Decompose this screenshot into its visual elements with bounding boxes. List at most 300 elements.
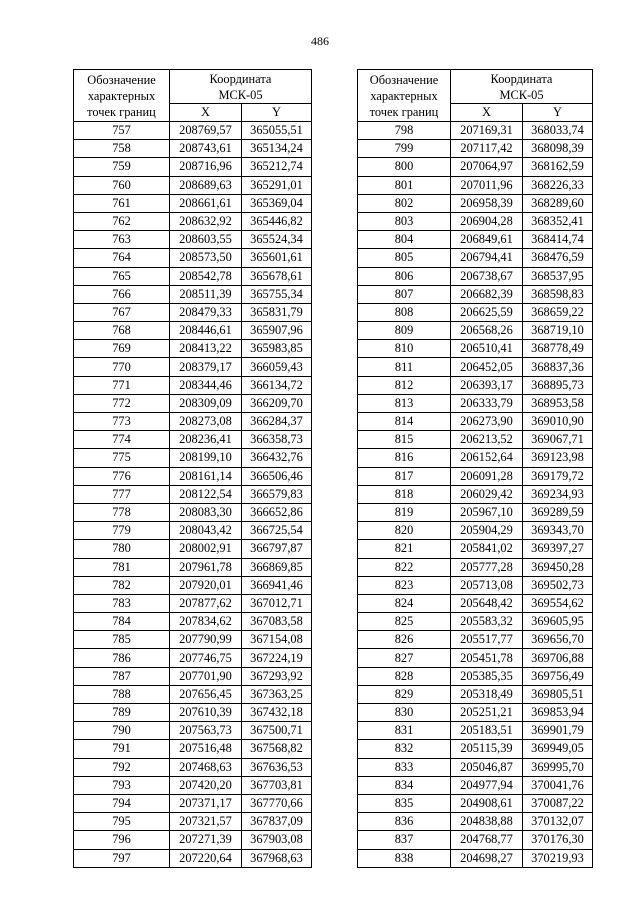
x-coordinate-cell: 206794,41 (451, 249, 523, 267)
y-coordinate-cell: 367703,81 (242, 776, 312, 794)
table-row (74, 122, 312, 140)
point-id-cell: 794 (74, 794, 170, 812)
point-id-cell: 788 (74, 685, 170, 703)
point-id-cell: 828 (358, 667, 451, 685)
point-id-cell: 781 (74, 558, 170, 576)
y-coordinate-cell: 367968,63 (242, 849, 312, 867)
point-id-cell: 835 (358, 794, 451, 812)
y-coordinate-cell: 369605,95 (523, 613, 593, 631)
point-id-cell: 775 (74, 449, 170, 467)
point-id-cell: 805 (358, 249, 451, 267)
y-coordinate-cell: 366284,37 (242, 413, 312, 431)
x-coordinate-cell: 205046,87 (451, 758, 523, 776)
point-id-cell: 779 (74, 522, 170, 540)
y-coordinate-cell: 369502,73 (523, 576, 593, 594)
point-id-cell: 818 (358, 485, 451, 503)
table-row (74, 231, 312, 249)
y-coordinate-cell: 368719,10 (523, 322, 593, 340)
table-row (74, 831, 312, 849)
table-row (358, 413, 593, 431)
y-coordinate-cell: 366506,46 (242, 467, 312, 485)
y-coordinate-cell: 365134,24 (242, 140, 312, 158)
point-id-cell: 784 (74, 613, 170, 631)
y-coordinate-cell: 366209,70 (242, 394, 312, 412)
y-coordinate-cell: 365212,74 (242, 158, 312, 176)
table-row (358, 576, 593, 594)
x-coordinate-cell: 208603,55 (170, 231, 242, 249)
x-coordinate-cell: 206029,42 (451, 485, 523, 503)
y-coordinate-cell: 366358,73 (242, 431, 312, 449)
y-coordinate-cell: 368226,33 (523, 176, 593, 194)
y-coordinate-cell: 370132,07 (523, 813, 593, 831)
y-coordinate-cell: 369554,62 (523, 594, 593, 612)
point-id-cell: 770 (74, 358, 170, 376)
x-coordinate-cell: 206904,28 (451, 212, 523, 230)
table-row (74, 322, 312, 340)
table-row (358, 376, 593, 394)
y-coordinate-cell: 369179,72 (523, 467, 593, 485)
y-coordinate-cell: 366869,85 (242, 558, 312, 576)
point-id-cell: 792 (74, 758, 170, 776)
x-coordinate-cell: 204698,27 (451, 849, 523, 867)
x-coordinate-cell: 208573,50 (170, 249, 242, 267)
point-id-cell: 808 (358, 303, 451, 321)
table-row (74, 522, 312, 540)
x-coordinate-cell: 206213,52 (451, 431, 523, 449)
point-id-cell: 833 (358, 758, 451, 776)
y-coordinate-cell: 369343,70 (523, 522, 593, 540)
y-coordinate-cell: 365601,61 (242, 249, 312, 267)
y-coordinate-cell: 369756,49 (523, 667, 593, 685)
table-row (358, 340, 593, 358)
x-coordinate-cell: 207563,73 (170, 722, 242, 740)
x-coordinate-cell: 207271,39 (170, 831, 242, 849)
table-row (74, 194, 312, 212)
table-row (358, 704, 593, 722)
y-coordinate-cell: 365369,04 (242, 194, 312, 212)
table-row (74, 558, 312, 576)
x-coordinate-cell: 208511,39 (170, 285, 242, 303)
y-coordinate-cell: 368289,60 (523, 194, 593, 212)
x-coordinate-cell: 208743,61 (170, 140, 242, 158)
table-row (358, 449, 593, 467)
point-id-cell: 762 (74, 212, 170, 230)
point-id-cell: 821 (358, 540, 451, 558)
point-id-cell: 807 (358, 285, 451, 303)
y-coordinate-cell: 369289,59 (523, 503, 593, 521)
y-coordinate-cell: 367500,71 (242, 722, 312, 740)
point-id-cell: 804 (358, 231, 451, 249)
table-row (74, 685, 312, 703)
table-row (358, 613, 593, 631)
point-id-cell: 763 (74, 231, 170, 249)
x-coordinate-cell: 208199,10 (170, 449, 242, 467)
point-id-cell: 778 (74, 503, 170, 521)
point-id-cell: 773 (74, 413, 170, 431)
x-coordinate-cell: 208379,17 (170, 358, 242, 376)
point-id-cell: 817 (358, 467, 451, 485)
table-row (74, 649, 312, 667)
y-coordinate-cell: 367363,25 (242, 685, 312, 703)
point-id-cell: 814 (358, 413, 451, 431)
point-id-cell: 782 (74, 576, 170, 594)
y-coordinate-cell: 367837,09 (242, 813, 312, 831)
table-row (358, 522, 593, 540)
table-row (74, 503, 312, 521)
table-row (358, 831, 593, 849)
table-row (74, 813, 312, 831)
y-coordinate-cell: 367154,08 (242, 631, 312, 649)
point-id-cell: 764 (74, 249, 170, 267)
x-coordinate-cell: 207701,90 (170, 667, 242, 685)
y-coordinate-cell: 368098,39 (523, 140, 593, 158)
x-coordinate-cell: 208661,61 (170, 194, 242, 212)
x-coordinate-cell: 207371,17 (170, 794, 242, 812)
y-coordinate-cell: 367224,19 (242, 649, 312, 667)
y-coordinate-cell: 365831,79 (242, 303, 312, 321)
x-coordinate-cell: 206568,26 (451, 322, 523, 340)
x-coordinate-cell: 207011,96 (451, 176, 523, 194)
y-coordinate-cell: 368778,49 (523, 340, 593, 358)
point-id-cell: 802 (358, 194, 451, 212)
table-row (358, 758, 593, 776)
y-coordinate-cell: 369995,70 (523, 758, 593, 776)
table-row (358, 249, 593, 267)
x-coordinate-cell: 205967,10 (451, 503, 523, 521)
point-id-cell: 824 (358, 594, 451, 612)
x-coordinate-cell: 205451,78 (451, 649, 523, 667)
y-coordinate-cell: 368895,73 (523, 376, 593, 394)
table-row (74, 449, 312, 467)
point-id-cell: 765 (74, 267, 170, 285)
point-id-cell: 760 (74, 176, 170, 194)
point-id-cell: 816 (358, 449, 451, 467)
point-id-cell: 799 (358, 140, 451, 158)
table-row (358, 503, 593, 521)
x-coordinate-cell: 208161,14 (170, 467, 242, 485)
x-coordinate-cell: 206393,17 (451, 376, 523, 394)
point-id-cell: 774 (74, 431, 170, 449)
table-row (358, 594, 593, 612)
point-id-cell: 806 (358, 267, 451, 285)
x-coordinate-cell: 207516,48 (170, 740, 242, 758)
table-row (74, 394, 312, 412)
table-row (358, 122, 593, 140)
point-id-cell: 829 (358, 685, 451, 703)
y-header: Y (523, 104, 593, 122)
x-coordinate-cell: 208236,41 (170, 431, 242, 449)
x-header: X (170, 104, 242, 122)
table-row (74, 376, 312, 394)
y-coordinate-cell: 370087,22 (523, 794, 593, 812)
point-id-cell: 830 (358, 704, 451, 722)
x-coordinate-cell: 206452,05 (451, 358, 523, 376)
y-coordinate-cell: 368598,83 (523, 285, 593, 303)
x-coordinate-cell: 207220,64 (170, 849, 242, 867)
y-coordinate-cell: 365524,34 (242, 231, 312, 249)
table-row (358, 558, 593, 576)
table-row (358, 467, 593, 485)
point-id-cell: 757 (74, 122, 170, 140)
point-id-cell: 803 (358, 212, 451, 230)
page-number: 486 (311, 34, 329, 48)
y-coordinate-cell: 366134,72 (242, 376, 312, 394)
y-coordinate-cell: 365755,34 (242, 285, 312, 303)
point-id-cell: 759 (74, 158, 170, 176)
table-row (358, 231, 593, 249)
y-coordinate-cell: 365291,01 (242, 176, 312, 194)
table-row (358, 813, 593, 831)
x-coordinate-cell: 205517,77 (451, 631, 523, 649)
y-coordinate-cell: 369234,93 (523, 485, 593, 503)
point-id-cell: 780 (74, 540, 170, 558)
table-row (74, 631, 312, 649)
point-label-header: Обозначение характерных точек границ (74, 70, 170, 122)
table-row (74, 758, 312, 776)
y-coordinate-cell: 369949,05 (523, 740, 593, 758)
x-coordinate-cell: 206510,41 (451, 340, 523, 358)
table-row (74, 267, 312, 285)
point-id-cell: 838 (358, 849, 451, 867)
x-coordinate-cell: 205183,51 (451, 722, 523, 740)
table-row (74, 358, 312, 376)
table-row (74, 158, 312, 176)
point-id-cell: 796 (74, 831, 170, 849)
table-row (358, 322, 593, 340)
table-row (74, 176, 312, 194)
table-row (74, 467, 312, 485)
table-row (358, 394, 593, 412)
table-row (358, 540, 593, 558)
y-coordinate-cell: 365055,51 (242, 122, 312, 140)
x-coordinate-cell: 205841,02 (451, 540, 523, 558)
y-coordinate-cell: 369450,28 (523, 558, 593, 576)
point-id-cell: 813 (358, 394, 451, 412)
x-coordinate-cell: 207420,20 (170, 776, 242, 794)
table-row (358, 212, 593, 230)
x-coordinate-cell: 208689,63 (170, 176, 242, 194)
point-id-cell: 826 (358, 631, 451, 649)
x-coordinate-cell: 206333,79 (451, 394, 523, 412)
coordinate-header: Координата МСК-05 (451, 70, 593, 104)
x-coordinate-cell: 205713,08 (451, 576, 523, 594)
point-id-cell: 810 (358, 340, 451, 358)
x-coordinate-cell: 205583,32 (451, 613, 523, 631)
table-body-left (74, 122, 312, 868)
x-coordinate-cell: 208446,61 (170, 322, 242, 340)
x-coordinate-cell: 208716,96 (170, 158, 242, 176)
point-id-cell: 793 (74, 776, 170, 794)
point-id-cell: 800 (358, 158, 451, 176)
table-row (74, 303, 312, 321)
point-id-cell: 811 (358, 358, 451, 376)
x-coordinate-cell: 208122,54 (170, 485, 242, 503)
x-coordinate-cell: 207117,42 (451, 140, 523, 158)
x-coordinate-cell: 207877,62 (170, 594, 242, 612)
table-row (74, 594, 312, 612)
table-row (74, 849, 312, 867)
y-coordinate-cell: 369397,27 (523, 540, 593, 558)
table-row (358, 849, 593, 867)
table-row (74, 431, 312, 449)
table-row (74, 794, 312, 812)
point-id-cell: 790 (74, 722, 170, 740)
y-coordinate-cell: 367432,18 (242, 704, 312, 722)
coordinate-header: Координата МСК-05 (170, 70, 312, 104)
point-id-cell: 777 (74, 485, 170, 503)
table-row (358, 431, 593, 449)
x-coordinate-cell: 204977,94 (451, 776, 523, 794)
table-row (358, 740, 593, 758)
y-coordinate-cell: 369123,98 (523, 449, 593, 467)
point-id-cell: 771 (74, 376, 170, 394)
point-id-cell: 776 (74, 467, 170, 485)
y-coordinate-cell: 368033,74 (523, 122, 593, 140)
x-coordinate-cell: 208083,30 (170, 503, 242, 521)
point-id-cell: 785 (74, 631, 170, 649)
table-row (74, 576, 312, 594)
point-id-cell: 837 (358, 831, 451, 849)
x-coordinate-cell: 208769,57 (170, 122, 242, 140)
table-row (358, 176, 593, 194)
y-coordinate-cell: 368162,59 (523, 158, 593, 176)
coordinates-table-right (357, 69, 593, 868)
point-id-cell: 797 (74, 849, 170, 867)
table-row (358, 649, 593, 667)
table-body-right (358, 122, 593, 868)
x-coordinate-cell: 207920,01 (170, 576, 242, 594)
table-row (358, 140, 593, 158)
x-coordinate-cell: 205648,42 (451, 594, 523, 612)
point-label-header: Обозначение характерных точек границ (358, 70, 451, 122)
point-id-cell: 772 (74, 394, 170, 412)
point-id-cell: 787 (74, 667, 170, 685)
table-row (358, 303, 593, 321)
x-coordinate-cell: 205777,28 (451, 558, 523, 576)
y-header: Y (242, 104, 312, 122)
x-coordinate-cell: 205904,29 (451, 522, 523, 540)
table-row (74, 485, 312, 503)
y-coordinate-cell: 368659,22 (523, 303, 593, 321)
x-coordinate-cell: 208043,42 (170, 522, 242, 540)
table-row (74, 776, 312, 794)
point-id-cell: 758 (74, 140, 170, 158)
table-row (358, 794, 593, 812)
table-row (74, 740, 312, 758)
x-coordinate-cell: 206152,64 (451, 449, 523, 467)
point-id-cell: 791 (74, 740, 170, 758)
y-coordinate-cell: 367568,82 (242, 740, 312, 758)
y-coordinate-cell: 368837,36 (523, 358, 593, 376)
y-coordinate-cell: 366725,54 (242, 522, 312, 540)
y-coordinate-cell: 366579,83 (242, 485, 312, 503)
point-id-cell: 809 (358, 322, 451, 340)
table-row (358, 722, 593, 740)
x-coordinate-cell: 205115,39 (451, 740, 523, 758)
y-coordinate-cell: 367770,66 (242, 794, 312, 812)
point-id-cell: 786 (74, 649, 170, 667)
y-coordinate-cell: 369656,70 (523, 631, 593, 649)
point-id-cell: 801 (358, 176, 451, 194)
y-coordinate-cell: 369805,51 (523, 685, 593, 703)
y-coordinate-cell: 369706,88 (523, 649, 593, 667)
point-id-cell: 832 (358, 740, 451, 758)
table-row (358, 285, 593, 303)
table-row (74, 667, 312, 685)
x-coordinate-cell: 206091,28 (451, 467, 523, 485)
table-row (74, 212, 312, 230)
y-coordinate-cell: 370041,76 (523, 776, 593, 794)
x-coordinate-cell: 207656,45 (170, 685, 242, 703)
point-id-cell: 827 (358, 649, 451, 667)
x-coordinate-cell: 206849,61 (451, 231, 523, 249)
table-row (358, 685, 593, 703)
point-id-cell: 812 (358, 376, 451, 394)
x-coordinate-cell: 208542,78 (170, 267, 242, 285)
point-id-cell: 761 (74, 194, 170, 212)
table-row (74, 249, 312, 267)
y-coordinate-cell: 369010,90 (523, 413, 593, 431)
point-id-cell: 768 (74, 322, 170, 340)
table-row (358, 485, 593, 503)
y-coordinate-cell: 366797,87 (242, 540, 312, 558)
y-coordinate-cell: 369067,71 (523, 431, 593, 449)
x-coordinate-cell: 206958,39 (451, 194, 523, 212)
y-coordinate-cell: 365983,85 (242, 340, 312, 358)
table-row (358, 158, 593, 176)
table-row (358, 267, 593, 285)
table-row (74, 704, 312, 722)
table-row (358, 194, 593, 212)
x-coordinate-cell: 208309,09 (170, 394, 242, 412)
y-coordinate-cell: 366059,43 (242, 358, 312, 376)
y-coordinate-cell: 366941,46 (242, 576, 312, 594)
y-coordinate-cell: 370219,93 (523, 849, 593, 867)
table-row (358, 667, 593, 685)
table-row (74, 540, 312, 558)
point-id-cell: 766 (74, 285, 170, 303)
y-coordinate-cell: 367293,92 (242, 667, 312, 685)
x-coordinate-cell: 206682,39 (451, 285, 523, 303)
point-id-cell: 831 (358, 722, 451, 740)
point-id-cell: 798 (358, 122, 451, 140)
y-coordinate-cell: 367636,53 (242, 758, 312, 776)
coordinates-table-left (73, 69, 312, 868)
point-id-cell: 789 (74, 704, 170, 722)
point-id-cell: 819 (358, 503, 451, 521)
table-row (74, 285, 312, 303)
y-coordinate-cell: 367012,71 (242, 594, 312, 612)
point-id-cell: 815 (358, 431, 451, 449)
x-coordinate-cell: 208002,91 (170, 540, 242, 558)
x-coordinate-cell: 207610,39 (170, 704, 242, 722)
x-coordinate-cell: 208413,22 (170, 340, 242, 358)
x-coordinate-cell: 207321,57 (170, 813, 242, 831)
x-coordinate-cell: 207790,99 (170, 631, 242, 649)
table-row (74, 722, 312, 740)
y-coordinate-cell: 368352,41 (523, 212, 593, 230)
point-id-cell: 825 (358, 613, 451, 631)
point-id-cell: 820 (358, 522, 451, 540)
x-coordinate-cell: 208479,33 (170, 303, 242, 321)
x-coordinate-cell: 206273,90 (451, 413, 523, 431)
table-row (74, 340, 312, 358)
y-coordinate-cell: 367903,08 (242, 831, 312, 849)
table-row (358, 776, 593, 794)
x-coordinate-cell: 204838,88 (451, 813, 523, 831)
x-coordinate-cell: 207468,63 (170, 758, 242, 776)
x-coordinate-cell: 208344,46 (170, 376, 242, 394)
